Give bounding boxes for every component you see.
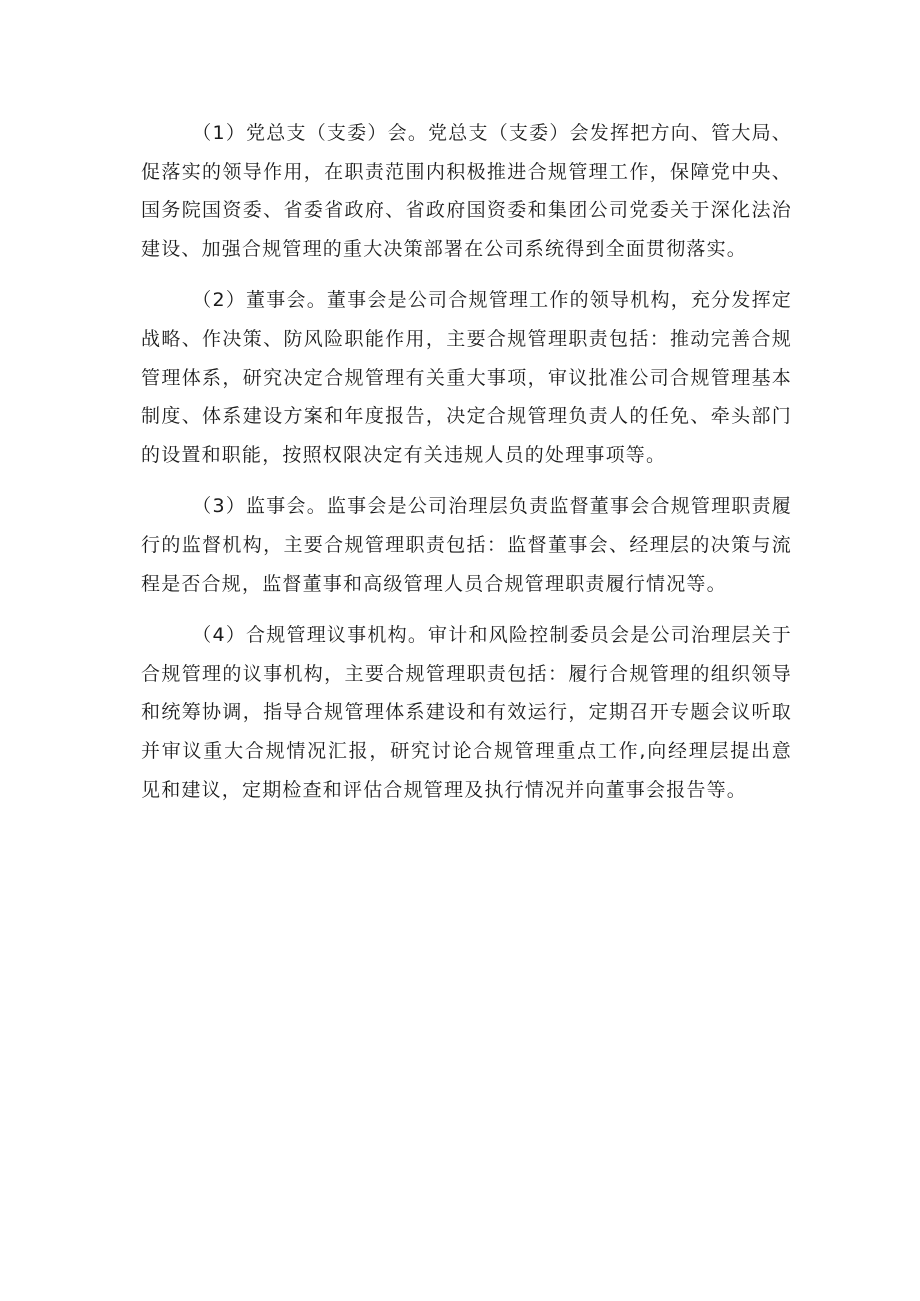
- paragraph-board-of-supervisors: （3）监事会。监事会是公司治理层负责监督董事会合规管理职责履行的监督机构，主要合规管理职责包括：监督董事会、经理层的决策与流程是否合规，监督董事和高级管理人员合规管理职责履行情况等。: [141, 495, 792, 595]
- paragraph-board-of-directors: （2）董事会。董事会是公司合规管理工作的领导机构，充分发挥定战略、作决策、防风险职能作用，主要合规管理职责包括：推动完善合规管理体系，研究决定合规管理有关重大事项，审议批准公司合规管理基本制度、体系建设方案和年度报告，决定合规管理负责人的任免、牵头部门的设置和职能，按照权限决定有关违规人员的处理事项等。: [141, 289, 792, 466]
- paragraph-compliance-committee: （4）合规管理议事机构。审计和风险控制委员会是公司治理层关于合规管理的议事机构，主要合规管理职责包括：履行合规管理的组织领导和统筹协调，指导合规管理体系建设和有效运行，定期召开专题会议听取并审议重大合规情况汇报，研究讨论合规管理重点工作,向经理层提出意见和建议，定期检查和评估合规管理及执行情况并向董事会报告等。: [141, 624, 792, 801]
- paragraph-party-branch: （1）党总支（支委）会。党总支（支委）会发挥把方向、管大局、促落实的领导作用，在职责范围内积极推进合规管理工作，保障党中央、国务院国资委、省委省政府、省政府国资委和集团公司党委关于深化法治建设、加强合规管理的重大决策部署在公司系统得到全面贯彻落实。: [141, 122, 792, 260]
- document-body: [141, 114, 792, 822]
